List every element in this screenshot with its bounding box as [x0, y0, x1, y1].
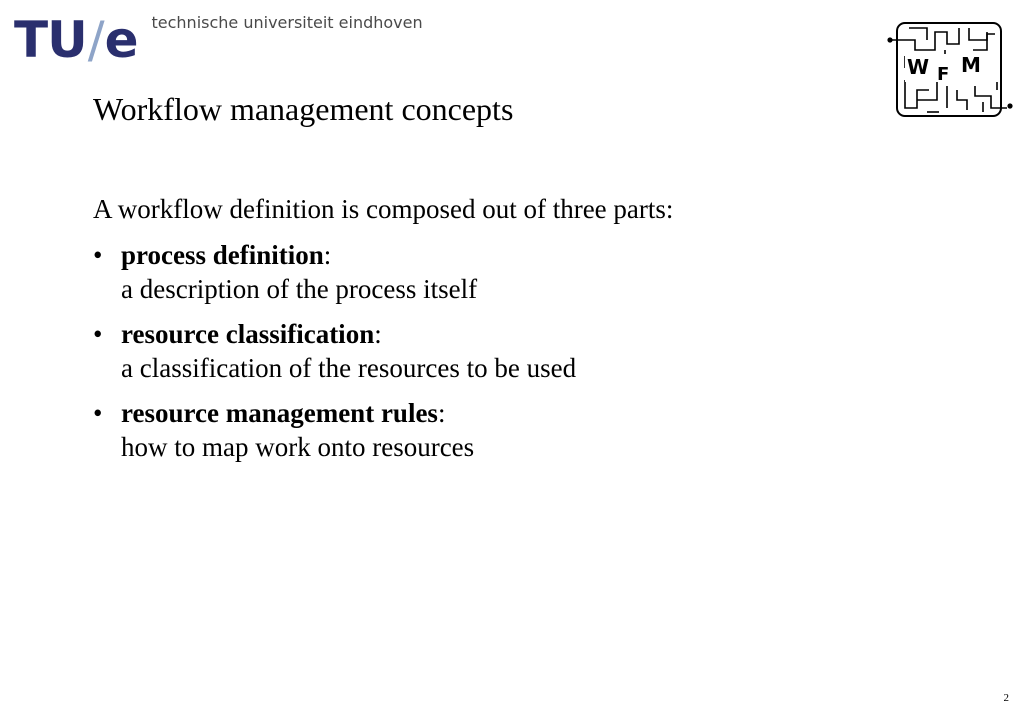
page-number: 2	[1003, 692, 1009, 704]
bullet-term: process definition	[121, 240, 324, 270]
bullet-item-process-definition	[93, 238, 576, 306]
bullet-colon: :	[323, 240, 332, 270]
bullet-item-resource-classification	[93, 317, 576, 385]
bullet-list	[93, 238, 576, 475]
bullet-description: a description of the process itself	[121, 274, 478, 304]
wfm-letter-w: W	[907, 55, 930, 79]
university-name: technische universiteit eindhoven	[151, 13, 423, 32]
bullet-description: a classification of the resources to be used	[121, 353, 577, 383]
tue-logo-mark	[14, 11, 138, 69]
bullet-marker: •	[93, 319, 103, 349]
intro-text: A workflow definition is composed out of three parts:	[93, 194, 674, 224]
bullet-colon: :	[437, 398, 446, 428]
bullet-colon: :	[374, 319, 382, 349]
logo-mark-slash: /	[87, 11, 104, 69]
logo-mark-tu: TU	[14, 11, 87, 69]
wfm-letter-m: M	[961, 53, 981, 77]
logo-mark-e: e	[104, 11, 138, 69]
slide-title: Workflow management concepts	[93, 91, 514, 127]
bullet-description: how to map work onto resources	[121, 432, 475, 462]
bullet-marker: •	[93, 240, 103, 270]
bullet-term: resource classification	[121, 319, 375, 349]
bullet-term: resource management rules	[121, 398, 438, 428]
wfm-maze-logo	[887, 20, 1015, 120]
tue-logo	[14, 11, 423, 70]
wfm-letter-f: F	[937, 64, 950, 85]
bullet-marker: •	[93, 398, 103, 428]
bullet-item-resource-management-rules	[93, 396, 576, 464]
